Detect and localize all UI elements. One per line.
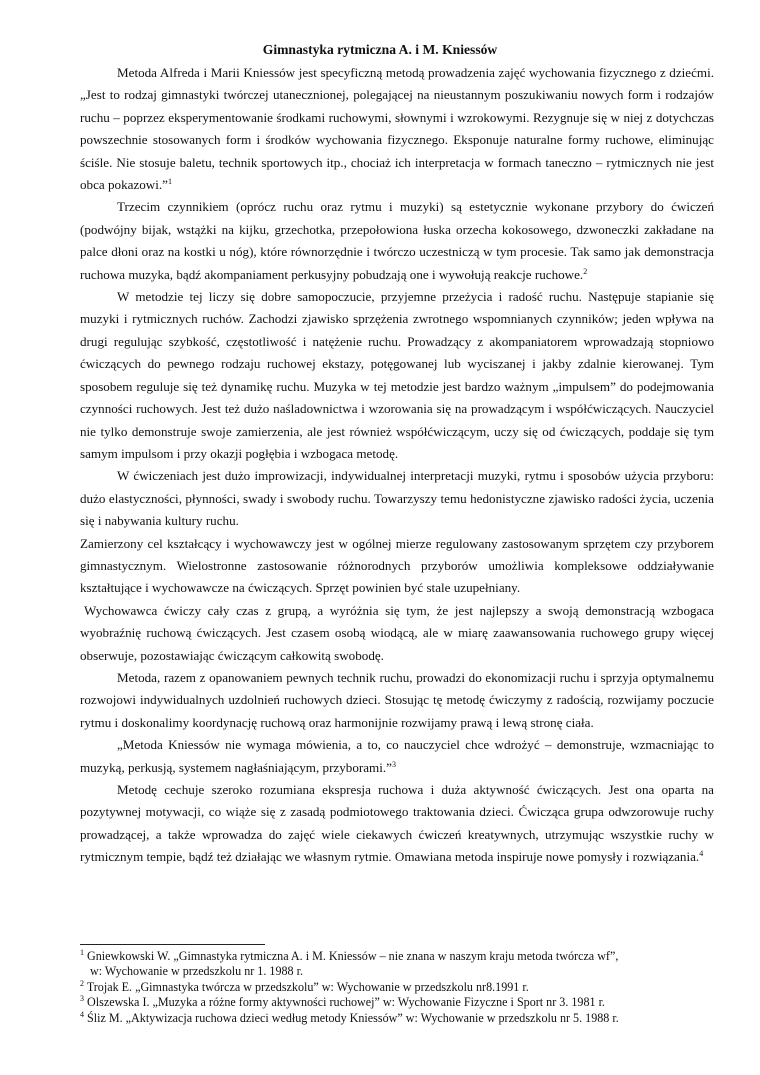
footnote: $^4$ Śliz M. „Aktywizacja ruchowa dzieci według metody Kniessów” w: Wychowanie w przedszkolu nr 5. 1988 r. bbox=[80, 1009, 619, 1025]
footnote-ref[interactable]: 2 bbox=[583, 266, 588, 276]
paragraph: W metodzie tej liczy się dobre samopoczucie, przyjemne przeżycia i radość ruchu. Następuje stapianie się muzyki i rytmicznych ruchów. Zachodzi zjawisko sprzężenia zwrotnego wspomnianych czynników; jeden wpływa na drugi regulując szybkość, częstotliwość i natężenie ruchu. Prowadzący z akompaniatorem wprowadzają stopniowo ćwiczących do pewnego rodzaju ruchowej ekstazy, potęgowanej lub wyciszanej i jakby zdalnie kierowanej. Tym sposobem reguluje się też dynamikę ruchu. Muzyka w tej metodzie jest bardzo ważnym „impulsem” do podejmowania czynności ruchowych. Jest też dużo naśladownictwa i wzorowania się na prowadzącym i współćwiczących. Nauczyciel nie tylko demonstruje swoje zamierzenia, ale jest również współćwiczącym, uczy się od ćwiczących, poddaje się tym samym impulsom i przy okazji pogłębia i wzbogaca metodę. bbox=[80, 289, 714, 461]
paragraph: „Metoda Kniessów nie wymaga mówienia, a to, co nauczyciel chce wdrożyć – demonstruje, wzmacniając to muzyką, perkusją, systemem nagłaśniającym, przyborami.”$^3$ bbox=[80, 737, 714, 775]
paragraph: Zamierzony cel kształcący i wychowawczy jest w ogólnej mierze regulowany zastosowanym sprzętem czy przyborem gimnastycznym. Wielostronne zastosowanie różnorodnych przyborów umożliwia kompleksowe oddziaływanie kształtujące i wychowawcze na ćwiczących. Sprzęt powinien być stale uzupełniany. bbox=[80, 535, 714, 596]
footnote-ref[interactable]: 3 bbox=[391, 759, 396, 769]
paragraph: Metodę cechuje szeroko rozumiana ekspresja ruchowa i duża aktywność ćwiczących. Jest ona oparta na pozytywnej motywacji, co wiąże się z zasadą podmiotowego traktowania dzieci. Ćwicząca grupa odwzorowuje ruchy prowadzącej, a także wprowadza do zajęć wiele ciekawych ćwiczeń kreatywnych, utrzymując wszystkie ruchy w rytmicznym tempie, bądź też działając we własnym rytmie. Omawiana metoda inspiruje nowe pomysły i rozwiązania.$^4$ bbox=[80, 782, 714, 865]
footnote: $^2$ Trojak E. „Gimnastyka twórcza w przedszkolu” w: Wychowanie w przedszkolu nr8.1991 r. bbox=[80, 978, 529, 994]
document-body bbox=[80, 62, 714, 869]
footnote-ref[interactable]: 1 bbox=[167, 177, 172, 187]
paragraph: W ćwiczeniach jest dużo improwizacji, indywidualnej interpretacji muzyki, rytmu i sposobów użycia przyboru: dużo elastyczności, płynności, swady i swobody ruchu. Towarzyszy temu hedonistyczne zjawisko radości życia, uczenia się i nabywania kultury ruchu. bbox=[80, 468, 714, 529]
footnotes bbox=[80, 949, 720, 1026]
footnote: $^1$ Gniewkowski W. „Gimnastyka rytmiczna A. i M. Kniessów – nie znana w naszym kraju metoda twórcza wf”, w: Wychowanie w przedszkolu nr 1. 1988 r. bbox=[80, 948, 619, 979]
paragraph: Trzecim czynnikiem (oprócz ruchu oraz rytmu i muzyki) są estetycznie wykonane przybory do ćwiczeń (podwójny bijak, wstążki na kijku, grzechotka, przepołowiona łuska orzecha kokosowego, dzwoneczki zakładane na palce dłoni oraz na kostki u nóg), które równorzędnie i twórczo uczestniczą w tym procesie. Tak samo jak demonstracja ruchowa muzyka, bądź akompaniament perkusyjny pobudzają one i wywołują reakcje ruchowe.$^2$ bbox=[80, 199, 714, 282]
footnote-ref[interactable]: 4 bbox=[699, 849, 704, 859]
paragraph: Metoda, razem z opanowaniem pewnych technik ruchu, prowadzi do ekonomizacji ruchu i sprzyja optymalnemu rozwojowi indywidualnych uzdolnień ruchowych dzieci. Stosując tę metodę ćwiczymy z radością, rozwijamy poczucie rytmu i doskonalimy koordynację ruchową oraz harmonijnie rozwijamy prawą i lewą stronę ciała. bbox=[80, 669, 714, 730]
footnote-separator bbox=[80, 944, 265, 945]
paragraph: Metoda Alfreda i Marii Kniessów jest specyficzną metodą prowadzenia zajęć wychowania fizycznego z dziećmi. „Jest to rodzaj gimnastyki twórczej utanecznionej, polegającej na nieustannym poszukiwaniu nowych form i rodzajów ruchu – poprzez eksperymentowanie środkami ruchowymi, słownymi i wzrokowymi. Rezygnuje się w niej z dotychczas powszechnie stosowanych form i środków wychowania fizycznego. Eksponuje naturalne formy ruchowe, eliminując ściśle. Nie stosuje baletu, technik sportowych itp., chociaż ich interpretacja w formach taneczno – rytmicznych nie jest obca pokazowi.”$^1$ bbox=[80, 65, 714, 193]
document-title: Gimnastyka rytmiczna A. i M. Kniessów bbox=[262, 42, 498, 57]
footnote: $^3$ Olszewska I. „Muzyka a różne formy aktywności ruchowej” w: Wychowanie Fizyczne i Sport nr 3. 1981 r. bbox=[80, 994, 605, 1010]
paragraph: Wychowawca ćwiczy cały czas z grupą, a wyróżnia się tym, że jest najlepszy a swoją demonstracją wzbogaca wyobraźnię ruchową ćwiczących. Jest czasem osobą wiodącą, ale w miarę zaawansowania ruchowego grupy więcej obserwuje, pozostawiając ćwiczącym całkowitą swobodę. bbox=[80, 602, 714, 663]
